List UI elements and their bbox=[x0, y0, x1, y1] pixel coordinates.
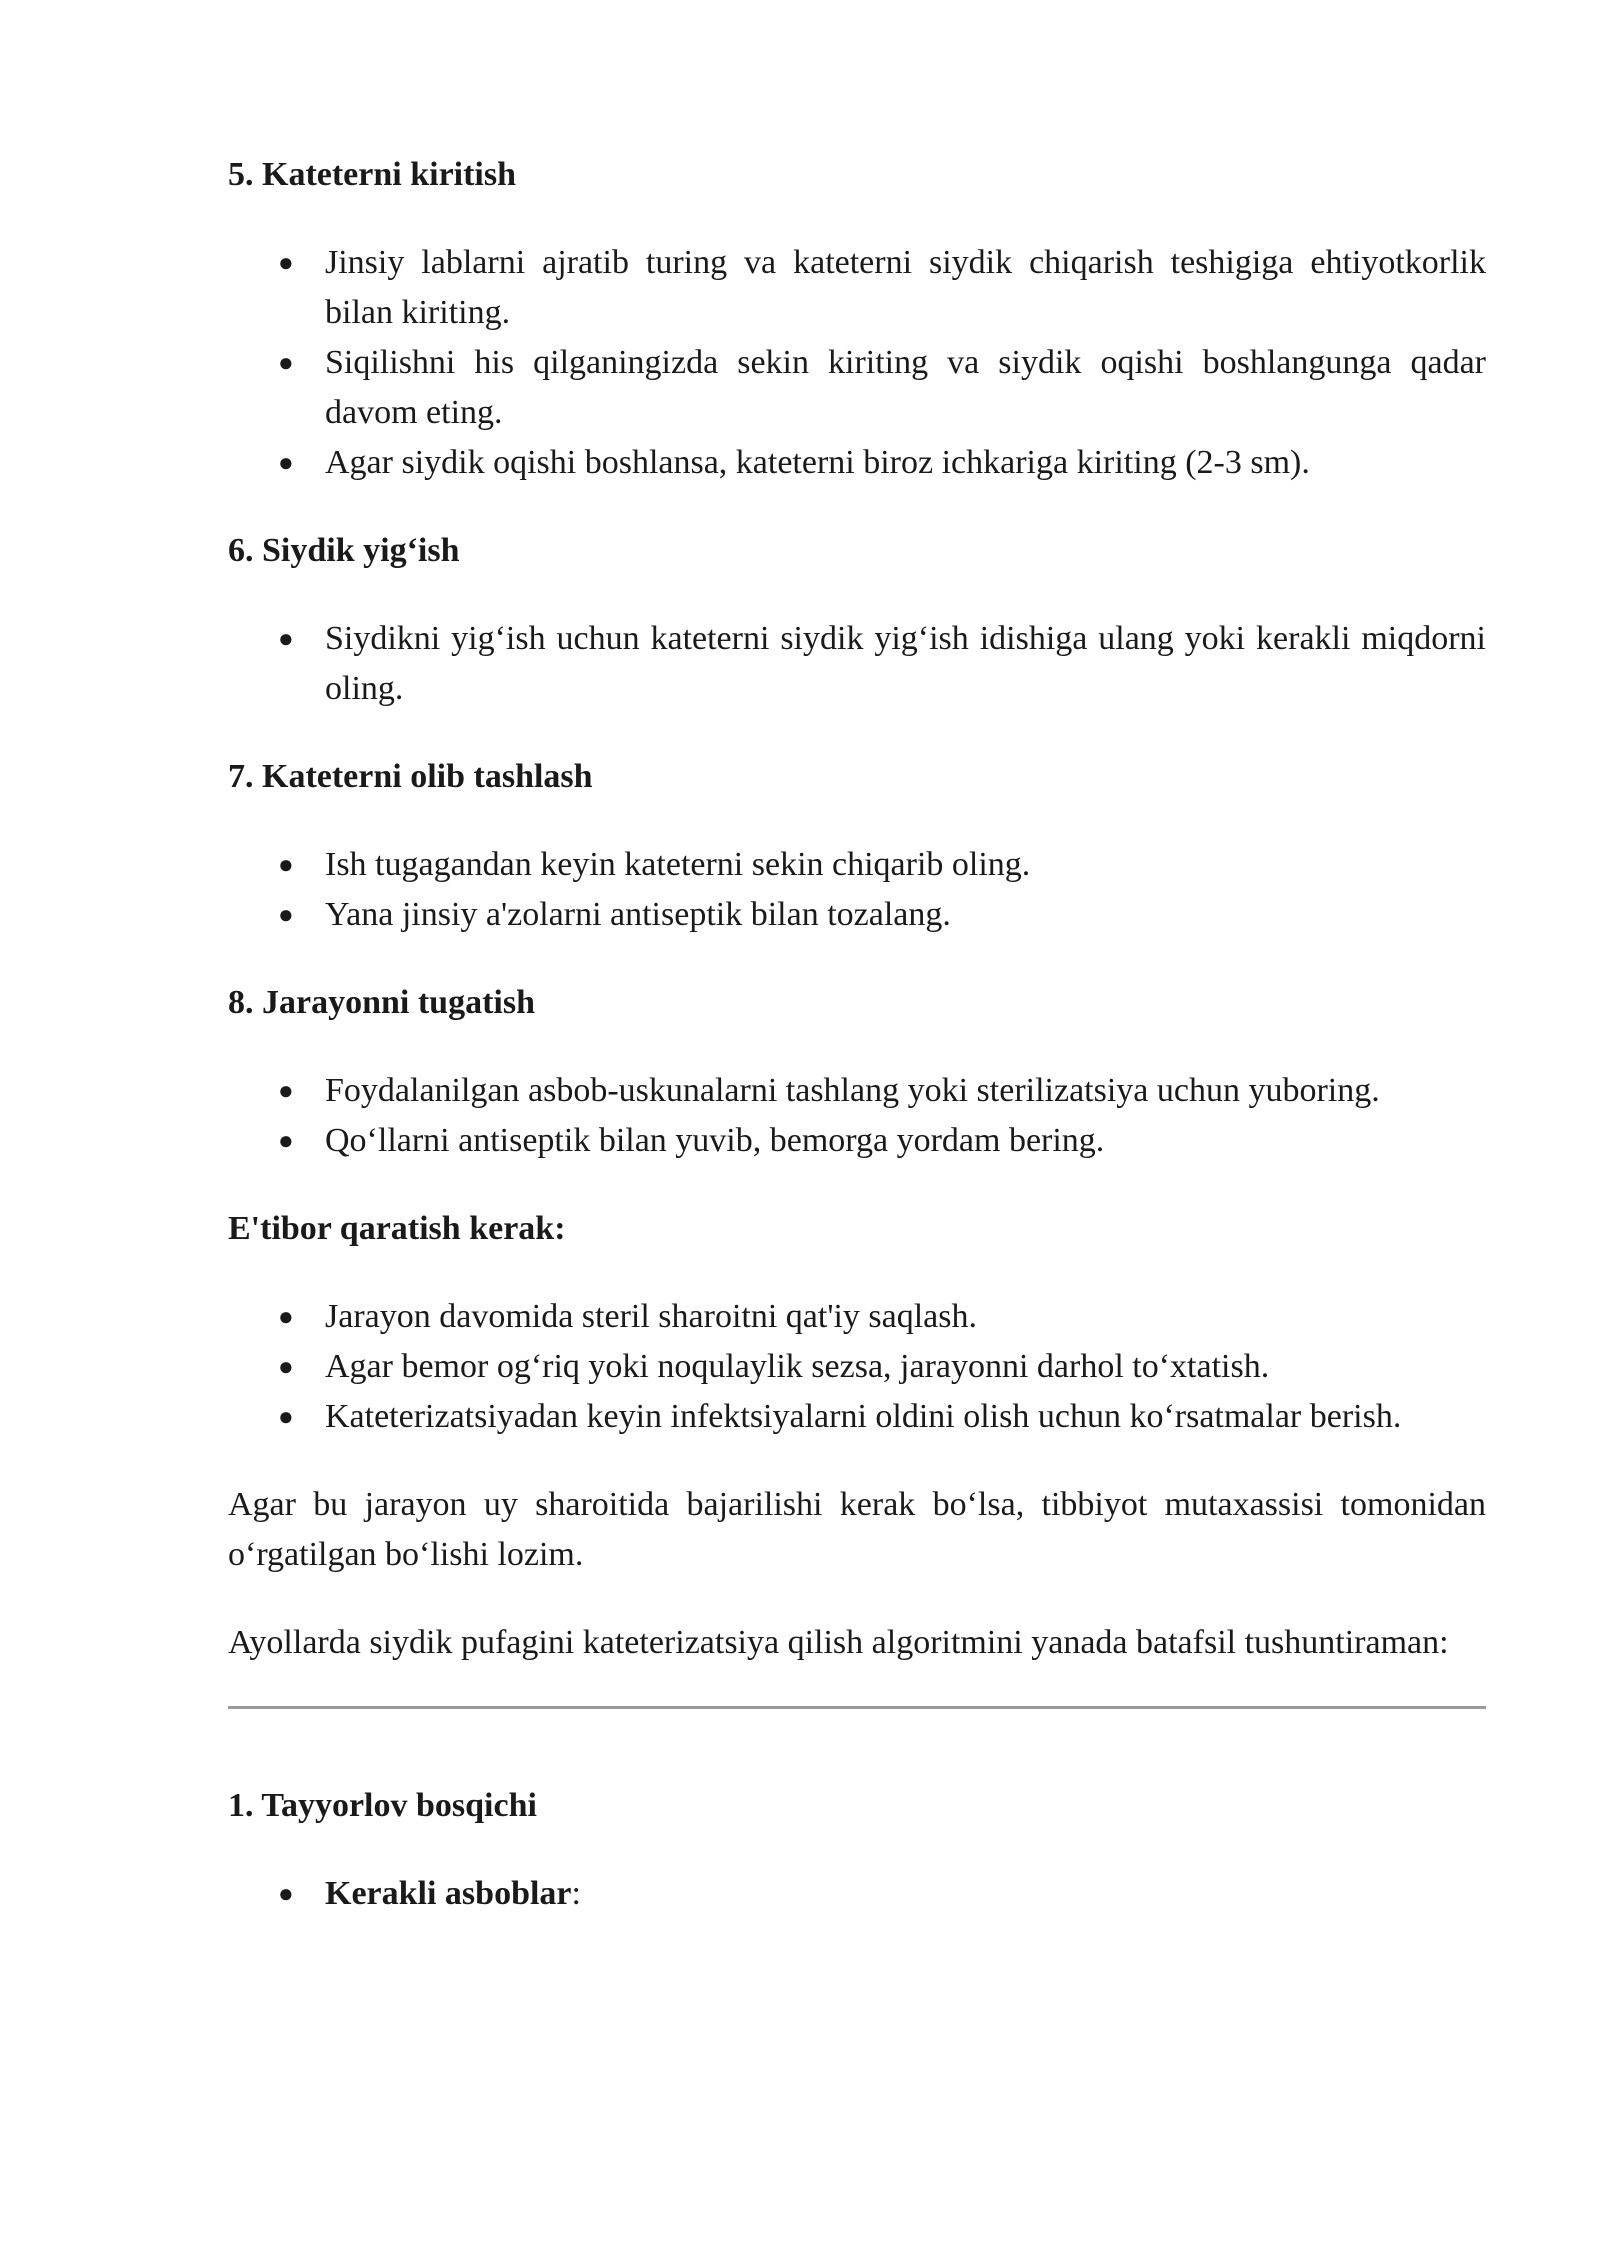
section-heading: 7. Kateterni olib tashlash bbox=[228, 758, 593, 795]
list-item bbox=[228, 238, 1486, 338]
bullet-list bbox=[228, 1869, 1486, 1919]
list-item bbox=[228, 1869, 1486, 1919]
bullet-list bbox=[228, 840, 1486, 940]
list-item-text: Ish tugagandan keyin kateterni sekin chiqarib oling. bbox=[325, 846, 1031, 883]
list-item-text: Agar bemor og‘riq yoki noqulaylik sezsa, jarayonni darhol to‘xtatish. bbox=[325, 1348, 1270, 1385]
list-item-text: Foydalanilgan asbob-uskunalarni tashlang yoki sterilizatsiya uchun yuboring. bbox=[325, 1072, 1380, 1109]
bullet-icon: ● bbox=[278, 1879, 294, 1908]
section-heading: E'tibor qaratish kerak: bbox=[228, 1210, 566, 1247]
list-item-text: Jinsiy lablarni ajratib turing va kateterni siydik chiqarish teshigiga ehtiyotkorlik bilan kiriting. bbox=[325, 244, 1486, 331]
horizontal-divider bbox=[228, 1706, 1486, 1709]
list-item bbox=[228, 338, 1486, 438]
document-page bbox=[228, 150, 1486, 1957]
list-item-text: Qo‘llarni antiseptik bilan yuvib, bemorga yordam bering. bbox=[325, 1122, 1105, 1159]
bullet-icon: ● bbox=[278, 448, 294, 477]
list-item bbox=[228, 1116, 1486, 1166]
bullet-icon: ● bbox=[278, 1352, 294, 1381]
section-heading: 8. Jarayonni tugatish bbox=[228, 984, 535, 1021]
list-item bbox=[228, 614, 1486, 714]
section-heading: 1. Tayyorlov bosqichi bbox=[228, 1787, 537, 1824]
bullet-icon: ● bbox=[278, 1126, 294, 1155]
list-item-text: Siydikni yig‘ish uchun kateterni siydik yig‘ish idishiga ulang yoki kerakli miqdorni oling. bbox=[325, 620, 1486, 707]
list-item-text: Agar siydik oqishi boshlansa, kateterni biroz ichkariga kiriting (2-3 sm). bbox=[325, 444, 1310, 481]
bullet-icon: ● bbox=[278, 900, 294, 929]
bullet-list bbox=[228, 238, 1486, 488]
list-item bbox=[228, 438, 1486, 488]
bullet-list bbox=[228, 614, 1486, 714]
bullet-icon: ● bbox=[278, 248, 294, 277]
list-item bbox=[228, 890, 1486, 940]
list-item-text: Siqilishni his qilganingizda sekin kiriting va siydik oqishi boshlangunga qadar davom eting. bbox=[325, 344, 1486, 431]
bullet-icon: ● bbox=[278, 850, 294, 879]
list-item bbox=[228, 1066, 1486, 1116]
bullet-list bbox=[228, 1292, 1486, 1442]
list-item bbox=[228, 1292, 1486, 1342]
list-item-text: Yana jinsiy a'zolarni antiseptik bilan tozalang. bbox=[325, 896, 951, 933]
bullet-list bbox=[228, 1066, 1486, 1166]
section-heading: 5. Kateterni kiritish bbox=[228, 156, 517, 193]
list-item-text: Jarayon davomida steril sharoitni qat'iy saqlash. bbox=[325, 1298, 977, 1335]
list-item-bold-label: Kerakli asboblar bbox=[325, 1875, 572, 1912]
list-item bbox=[228, 840, 1486, 890]
list-item bbox=[228, 1392, 1486, 1442]
bullet-icon: ● bbox=[278, 624, 294, 653]
section-heading: 6. Siydik yig‘ish bbox=[228, 532, 460, 569]
bullet-icon: ● bbox=[278, 348, 294, 377]
bullet-icon: ● bbox=[278, 1076, 294, 1105]
list-item-suffix: : bbox=[571, 1875, 581, 1912]
list-item-text: Kateterizatsiyadan keyin infektsiyalarni oldini olish uchun ko‘rsatmalar berish. bbox=[325, 1398, 1402, 1435]
bullet-icon: ● bbox=[278, 1302, 294, 1331]
bullet-icon: ● bbox=[278, 1402, 294, 1431]
body-paragraph: Ayollarda siydik pufagini kateterizatsiya qilish algoritmini yanada batafsil tushuntiraman: bbox=[228, 1624, 1449, 1661]
body-paragraph: Agar bu jarayon uy sharoitida bajarilishi kerak bo‘lsa, tibbiyot mutaxassisi tomonidan o‘rgatilgan bo‘lishi lozim. bbox=[228, 1486, 1486, 1573]
list-item bbox=[228, 1342, 1486, 1392]
